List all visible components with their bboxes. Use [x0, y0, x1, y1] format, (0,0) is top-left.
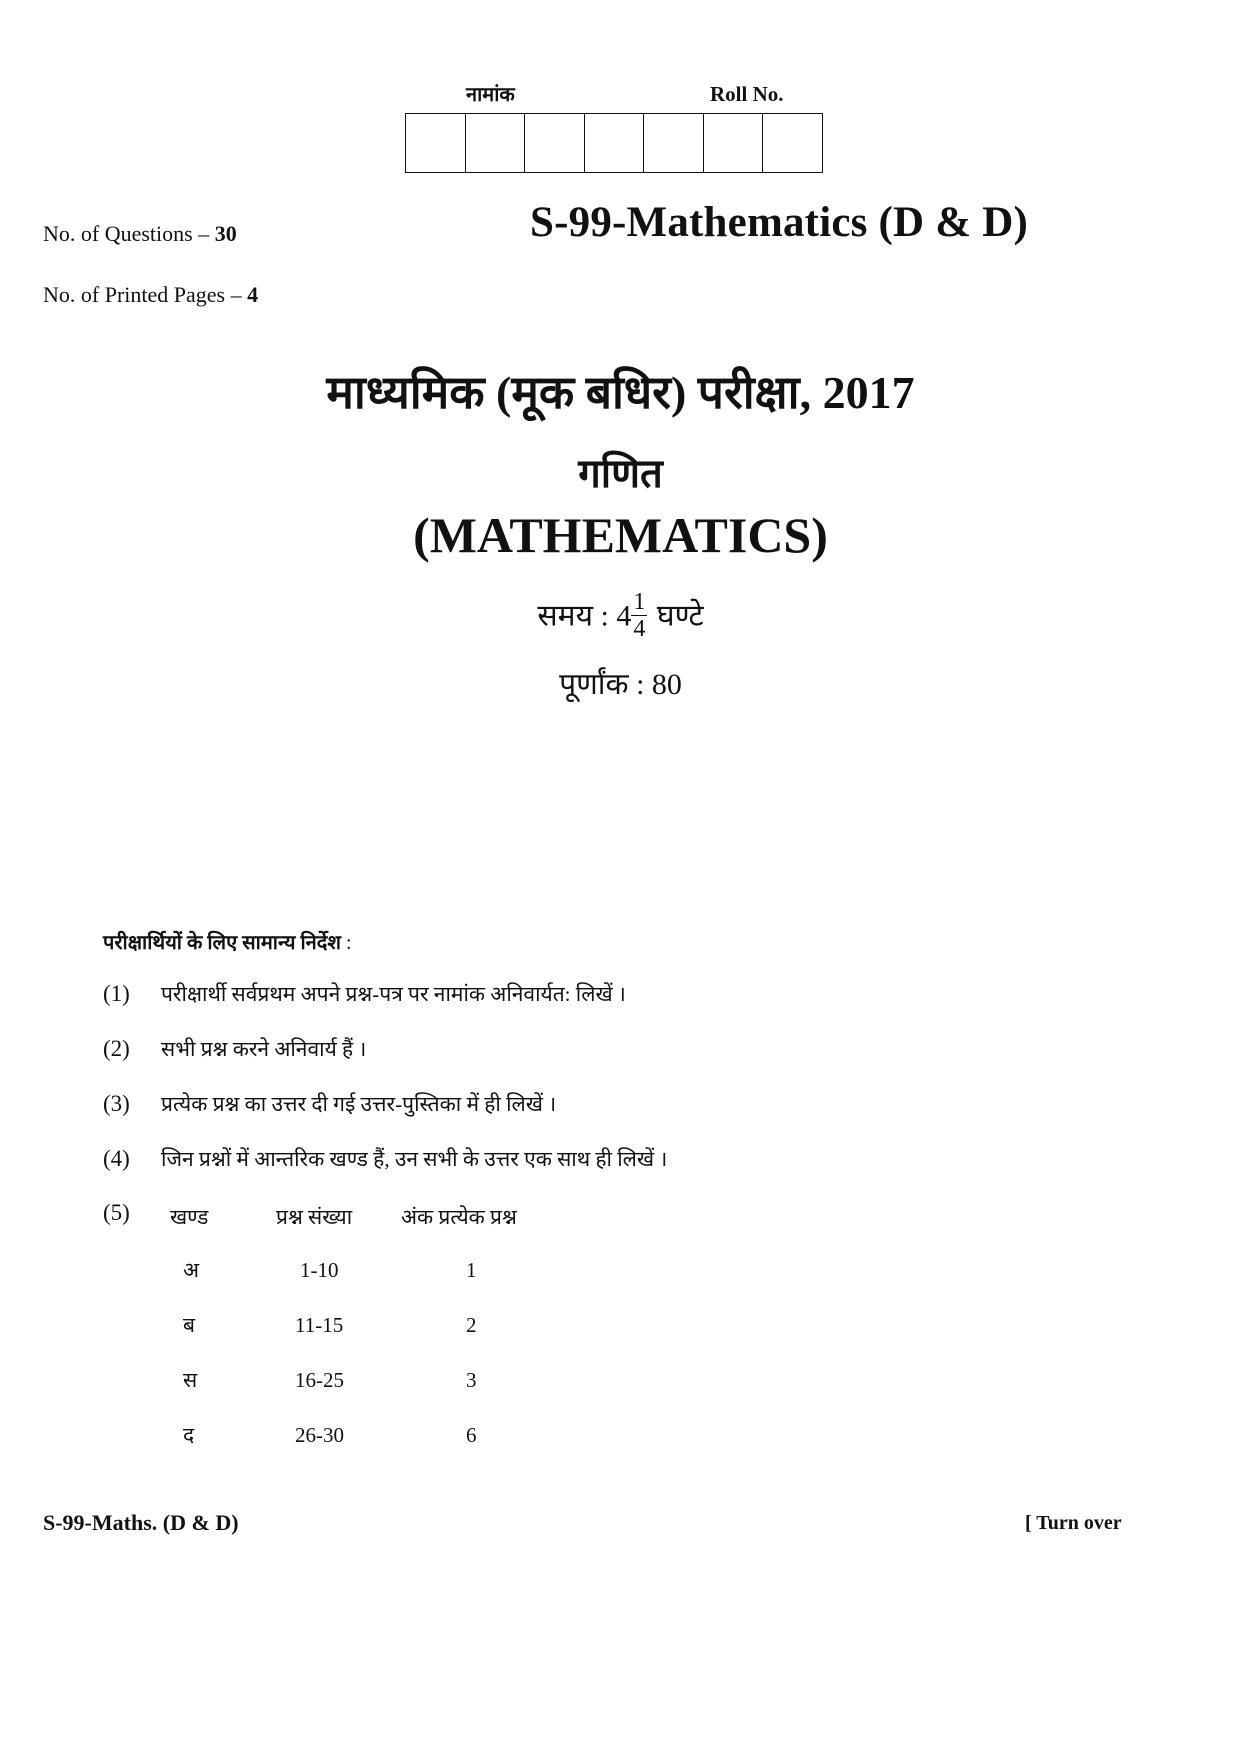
- roll-number-cell[interactable]: [524, 113, 585, 173]
- table-cell-section: अ: [183, 1258, 200, 1282]
- table-cell-marks: 1: [466, 1258, 477, 1282]
- instruction-number: (3): [103, 1091, 130, 1116]
- instruction-text: जिन प्रश्नों में आन्तरिक खण्ड हैं, उन सभी के उत्तर एक साथ ही लिखें ।: [161, 1147, 668, 1171]
- table-cell-range: 1-10: [300, 1258, 339, 1282]
- roll-number-boxes: [405, 113, 823, 173]
- roll-label-english: Roll No.: [710, 82, 784, 106]
- table-header-question-range: प्रश्न संख्या: [276, 1205, 353, 1229]
- time-label: समय : 4: [537, 599, 632, 633]
- instruction-number: (5): [103, 1200, 130, 1225]
- instruction-text: सभी प्रश्न करने अनिवार्य हैं ।: [161, 1037, 367, 1061]
- fraction-numerator: 1: [633, 589, 646, 615]
- instruction-item: [103, 1035, 366, 1063]
- number-of-pages: [43, 282, 258, 308]
- table-header-section: खण्ड: [170, 1205, 209, 1229]
- table-cell-range: 26-30: [295, 1423, 344, 1447]
- instruction-item: [103, 980, 626, 1008]
- paper-code: S-99-Mathematics (D & D): [530, 199, 1028, 246]
- table-cell-section: स: [183, 1368, 198, 1392]
- instruction-number: (4): [103, 1146, 130, 1171]
- questions-label: No. of Questions –: [43, 221, 215, 246]
- table-cell-marks: 2: [466, 1313, 477, 1337]
- table-header-marks-each: अंक प्रत्येक प्रश्न: [401, 1205, 517, 1229]
- table-cell-range: 11-15: [295, 1313, 344, 1337]
- table-cell-marks: 3: [466, 1368, 477, 1392]
- subject-english: (MATHEMATICS): [413, 507, 828, 563]
- table-cell-marks: 6: [466, 1423, 477, 1447]
- instruction-item: [103, 1090, 556, 1118]
- number-of-questions: [43, 221, 237, 247]
- subject-hindi: गणित: [578, 451, 663, 496]
- table-cell-section: ब: [183, 1313, 195, 1337]
- instruction-number: (1): [103, 981, 130, 1006]
- questions-value: 30: [214, 221, 237, 246]
- instructions-heading: [103, 928, 352, 955]
- instructions-heading-colon: :: [340, 932, 352, 954]
- instruction-item: [103, 1145, 667, 1173]
- roll-number-cell[interactable]: [643, 113, 704, 173]
- roll-label-hindi: नामांक: [466, 84, 515, 106]
- roll-number-cell[interactable]: [703, 113, 764, 173]
- instructions-heading-text: परीक्षार्थियों के लिए सामान्य निर्देश: [103, 932, 341, 954]
- pages-value: 4: [247, 282, 259, 307]
- time-unit: घण्टे: [649, 599, 704, 633]
- roll-number-cell[interactable]: [584, 113, 645, 173]
- roll-number-cell[interactable]: [405, 113, 466, 173]
- table-cell-range: 16-25: [295, 1368, 344, 1392]
- exam-duration: [0, 589, 1241, 644]
- instruction-item: [103, 1200, 161, 1226]
- instruction-text: परीक्षार्थी सर्वप्रथम अपने प्रश्न-पत्र पर नामांक अनिवार्यत: लिखें ।: [161, 982, 626, 1006]
- footer-paper-code: S-99-Maths. (D & D): [43, 1510, 239, 1535]
- exam-title: माध्यमिक (मूक बधिर) परीक्षा, 2017: [326, 367, 915, 418]
- roll-number-cell[interactable]: [465, 113, 526, 173]
- table-cell-section: द: [183, 1423, 195, 1447]
- pages-label: No. of Printed Pages –: [43, 282, 248, 307]
- instruction-text: प्रत्येक प्रश्न का उत्तर दी गई उत्तर-पुस्तिका में ही लिखें ।: [161, 1092, 557, 1116]
- total-marks: पूर्णांक : 80: [559, 668, 682, 701]
- roll-number-cell[interactable]: [762, 113, 823, 173]
- time-fraction: [631, 590, 647, 641]
- fraction-denominator: 4: [633, 616, 646, 642]
- turn-over-note: [ Turn over: [1025, 1512, 1122, 1534]
- instruction-number: (2): [103, 1036, 130, 1061]
